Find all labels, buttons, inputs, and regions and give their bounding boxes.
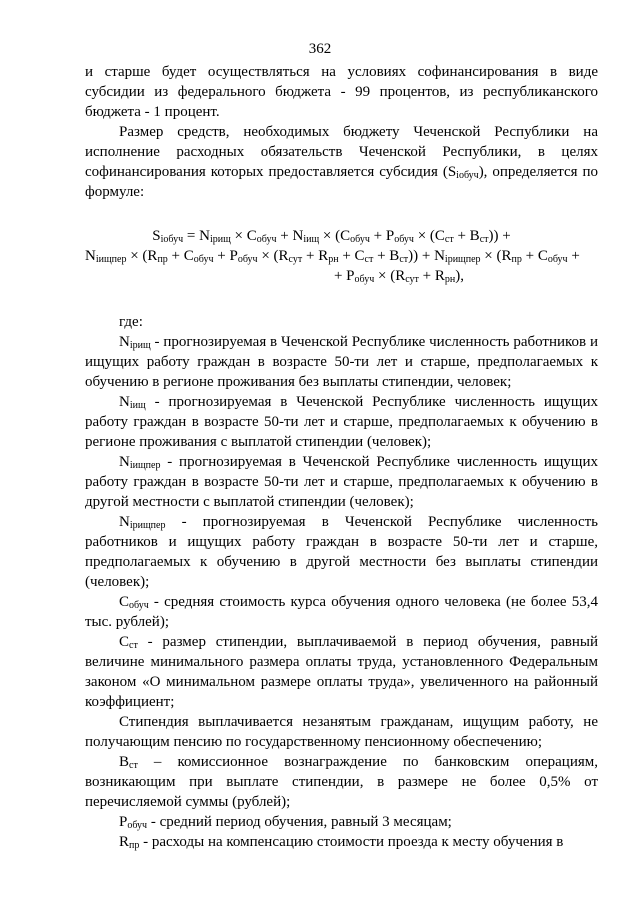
formula-subscript: обуч [193,254,214,265]
definition-text: - расходы на компенсацию стоимости проезда к месту обучения в [139,834,564,850]
definition-text: - прогнозируемая в Чеченской Республике численность работников и ищущих работу граждан в возрасте 50-ти лет и старше, предполагаемых к обучению в другой местности без выплаты стипендии (человек); [85,514,598,590]
formula-term: ), [455,268,464,284]
definition-text: - средняя стоимость курса обучения одного человека (не более 53,4 тыс. рублей); [85,594,598,630]
definition-item [85,632,598,712]
formula-subscript: ст [479,234,489,245]
definition-symbol: R [119,834,130,850]
definition-symbol-sub: iрищпер [129,520,166,531]
formula-term: × (R [374,268,406,284]
intro-text-after: ), определяется по формуле: [85,164,599,200]
formula-subscript: обуч [354,274,375,285]
definition-symbol: C [119,634,130,650]
formula-term: + R [418,268,445,284]
formula-term: + B [373,248,400,264]
formula-subscript: обуч [547,254,568,265]
definition-item [85,452,598,512]
definition-text: – комиссионное вознаграждение по банковским операциям, возникающим при выплате стипендии, в размере не более 0,5% от перечисляемой суммы (рублей); [85,754,598,810]
formula-term: + P [213,248,238,264]
definition-symbol-sub: пр [129,840,140,851]
definition-text: - прогнозируемая в Чеченской Республике численность ищущих работу граждан в возрасте 50-ти лет и старше, предполагаемых к обучению в регионе проживания с выплатой стипендии (человек); [85,394,598,450]
definition-text: - размер стипендии, выплачиваемой в период обучения, равный величине минимального размера оплаты труда, установленного Федеральным законом «О минимальном размере оплаты труда», увеличенного на районный коэффициент; [85,634,598,710]
formula-term: + P [369,228,395,244]
formula-subscript: обуч [394,234,414,245]
formula-subscript: обуч [237,254,258,265]
intro-symbol-sub: iобуч [456,170,479,181]
formula-term: )) + [488,228,511,244]
formula-subscript: рн [328,254,339,265]
formula-term: N [85,248,96,264]
where-label: где: [119,314,143,330]
formula-term: × (R [257,248,289,264]
definition-symbol: N [119,334,130,350]
formula-subscript: iрищпер [444,254,481,265]
formula-term: × (C [319,228,351,244]
definition-symbol-sub: iищпер [129,460,161,471]
definition-item [85,392,598,452]
formula-term: × (R [126,248,158,264]
formula-subscript: iрищ [209,234,231,245]
formula-term: × (C [413,228,445,244]
definition-item [85,832,598,852]
formula-subscript: обуч [350,234,370,245]
definition-symbol: C [119,594,130,610]
intro-paragraph [85,122,598,202]
definition-text: - прогнозируемая в Чеченской Республике численность ищущих работу граждан в возрасте 50-ти лет и старше, предполагаемых к обучению в другой местности с выплатой стипендии (человек); [85,454,598,510]
definition-symbol: N [119,454,130,470]
formula-term: )) + N [408,248,445,264]
formula-subscript: пр [157,254,168,265]
formula-subscript: рн [444,274,456,285]
definition-item [85,712,598,752]
formula-term: + [567,248,580,264]
definition-symbol: P [119,814,128,830]
definition-symbol: N [119,514,130,530]
formula-subscript: ст [444,234,454,245]
definition-item [85,812,598,832]
document-body [85,62,598,852]
definition-symbol-sub: iищ [129,400,146,411]
formula-term: S [152,228,161,244]
formula-line-1 [85,226,598,246]
formula-subscript: iищпер [95,254,127,265]
formula-term: × C [230,228,257,244]
formula-subscript: iищ [303,234,320,245]
formula-line-3 [85,266,598,286]
definition-symbol-sub: ст [129,760,138,771]
page-number: 362 [308,41,332,57]
formula-term: = N [183,228,210,244]
formula-subscript: сут [288,254,303,265]
formula-term: + N [276,228,304,244]
formula-term: + C [338,248,365,264]
definition-symbol-sub: обуч [127,820,148,831]
definition-symbol-sub: iрищ [129,340,151,351]
formula-term: + B [453,228,480,244]
formula-subscript: пр [511,254,522,265]
definition-item [85,752,598,812]
definition-item [85,512,598,592]
definition-item [85,332,598,392]
formula [85,226,598,286]
intro-continuation: и старше будет осуществляться на условиях софинансирования в виде субсидии из федерального бюджета - 99 процентов, из республиканского бюджета - 1 процент. [85,64,598,120]
formula-subscript: обуч [256,234,277,245]
definition-symbol: B [119,754,130,770]
formula-subscript: ст [399,254,409,265]
definitions-list [85,332,598,852]
definition-item [85,592,598,632]
formula-subscript: сут [405,274,419,285]
definition-text: - средний период обучения, равный 3 месяцам; [147,814,452,830]
formula-term: + C [167,248,194,264]
formula-term: + P [333,268,355,284]
definition-symbol: N [119,394,130,410]
formula-subscript: ст [364,254,374,265]
definition-symbol-sub: ст [129,640,138,651]
formula-subscript: iобуч [160,234,184,245]
formula-term: + C [521,248,548,264]
intro-text-before: Размер средств, необходимых бюджету Чеченской Республики на исполнение расходных обязательств Чеченской Республики, в целях софинансирования которых предоставляется субсидия (S [85,124,598,180]
formula-line-2 [85,246,598,266]
definition-symbol-sub: обуч [129,600,149,611]
formula-term: × (R [480,248,512,264]
definition-text: - прогнозируемая в Чеченской Республике численность работников и ищущих работу граждан в возрасте 50-ти лет и старше, предполагаемых к обучению в регионе проживания без выплаты стипендии, человек; [85,334,598,390]
formula-term: + R [302,248,329,264]
definition-text: Стипендия выплачивается незанятым гражданам, ищущим работу, не получающим пенсию по государственному пенсионному обеспечению; [85,714,598,750]
